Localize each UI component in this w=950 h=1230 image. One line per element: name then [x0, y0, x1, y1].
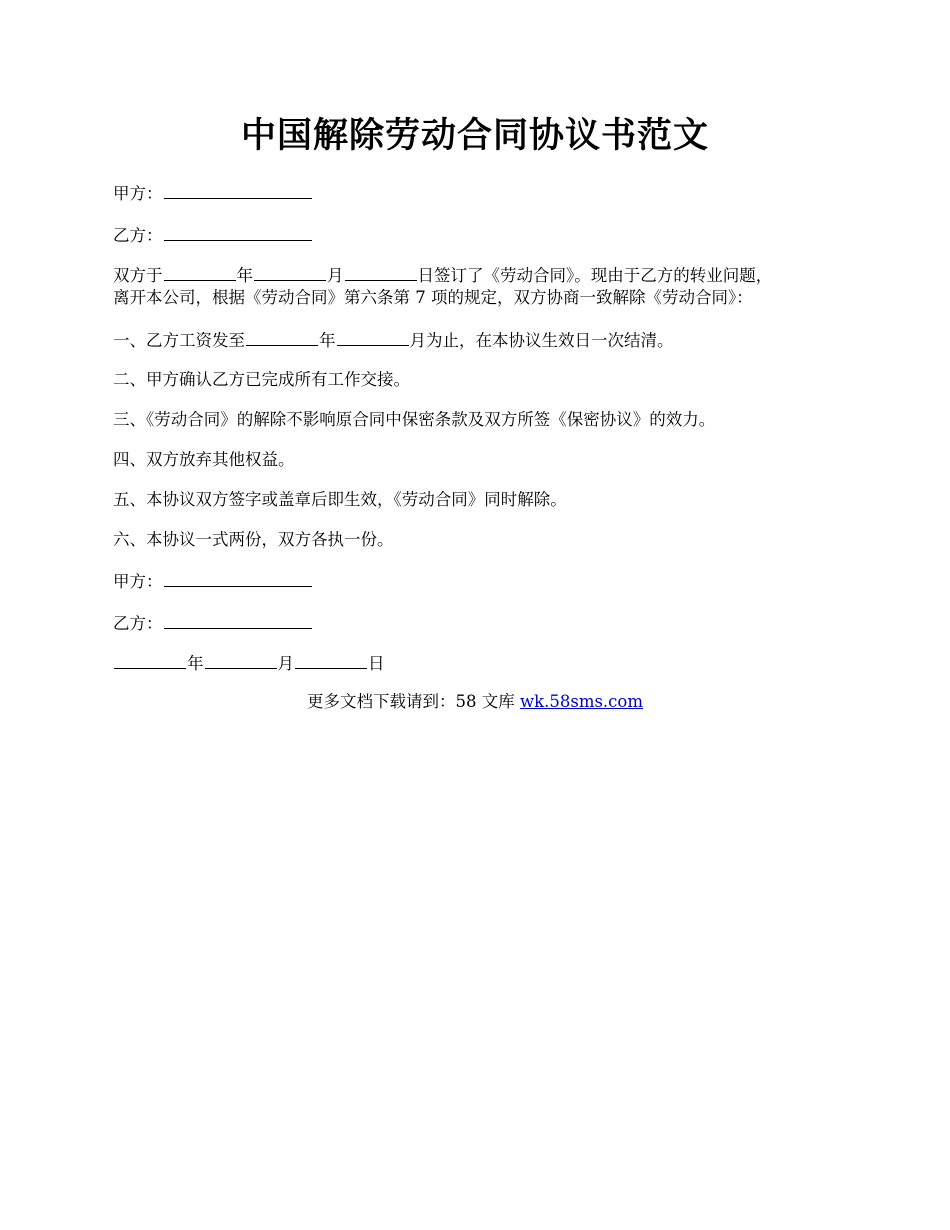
intro-month-label: 月	[327, 266, 344, 285]
clause-1-year-label: 年	[319, 331, 336, 350]
party-b-blank	[164, 222, 312, 241]
document-title: 中国解除劳动合同协议书范文	[240, 115, 709, 156]
intro-prefix: 双方于	[113, 266, 163, 285]
sign-day-blank	[295, 650, 367, 669]
sign-party-b-label: 乙方：	[113, 614, 163, 633]
sign-month-label: 月	[277, 654, 294, 673]
footer-text: 更多文档下载请到：58 文库	[306, 692, 520, 711]
sign-party-a-blank	[164, 568, 312, 587]
clause-3: 三、《劳动合同》的解除不影响原合同中保密条款及双方所签《保密协议》的效力。	[113, 410, 716, 429]
sign-party-b-blank	[164, 610, 312, 629]
sign-party-a-label: 甲方：	[113, 572, 163, 591]
intro-year-label: 年	[236, 266, 253, 285]
intro-day-blank	[345, 262, 417, 281]
sign-day-label: 日	[368, 654, 385, 673]
party-a-blank	[164, 180, 312, 199]
sign-party-a-line	[113, 568, 313, 594]
sign-year-blank	[114, 650, 186, 669]
footer-link[interactable]: wk.58sms.com	[519, 692, 643, 711]
intro-day-suffix: 日签订了《劳动合同》。现由于乙方的转业问题，	[417, 266, 773, 285]
clause-6: 六、本协议一式两份，双方各执一份。	[113, 530, 394, 549]
sign-month-blank	[205, 650, 277, 669]
clause-1-month-blank	[337, 327, 409, 346]
intro-year-blank	[164, 262, 236, 281]
clause-1	[113, 327, 674, 353]
sign-year-label: 年	[187, 654, 204, 673]
clause-1-prefix: 一、乙方工资发至	[113, 331, 245, 350]
clause-4: 四、双方放弃其他权益。	[113, 450, 295, 469]
party-a-label: 甲方：	[113, 184, 163, 203]
sign-date-line	[113, 650, 385, 676]
intro-line-2: 离开本公司，根据《劳动合同》第六条第 7 项的规定，双方协商一致解除《劳动合同》：	[113, 288, 753, 307]
clause-1-year-blank	[246, 327, 318, 346]
party-b-label: 乙方：	[113, 226, 163, 245]
party-b-line	[113, 222, 313, 248]
footer	[0, 690, 950, 714]
sign-party-b-line	[113, 610, 313, 636]
clause-5: 五、本协议双方签字或盖章后即生效，《劳动合同》同时解除。	[113, 490, 567, 509]
intro-line-1	[113, 262, 772, 288]
intro-month-blank	[254, 262, 326, 281]
clause-1-suffix: 月为止，在本协议生效日一次结清。	[409, 331, 674, 350]
clause-2: 二、甲方确认乙方已完成所有工作交接。	[113, 370, 410, 389]
party-a-line	[113, 180, 313, 206]
